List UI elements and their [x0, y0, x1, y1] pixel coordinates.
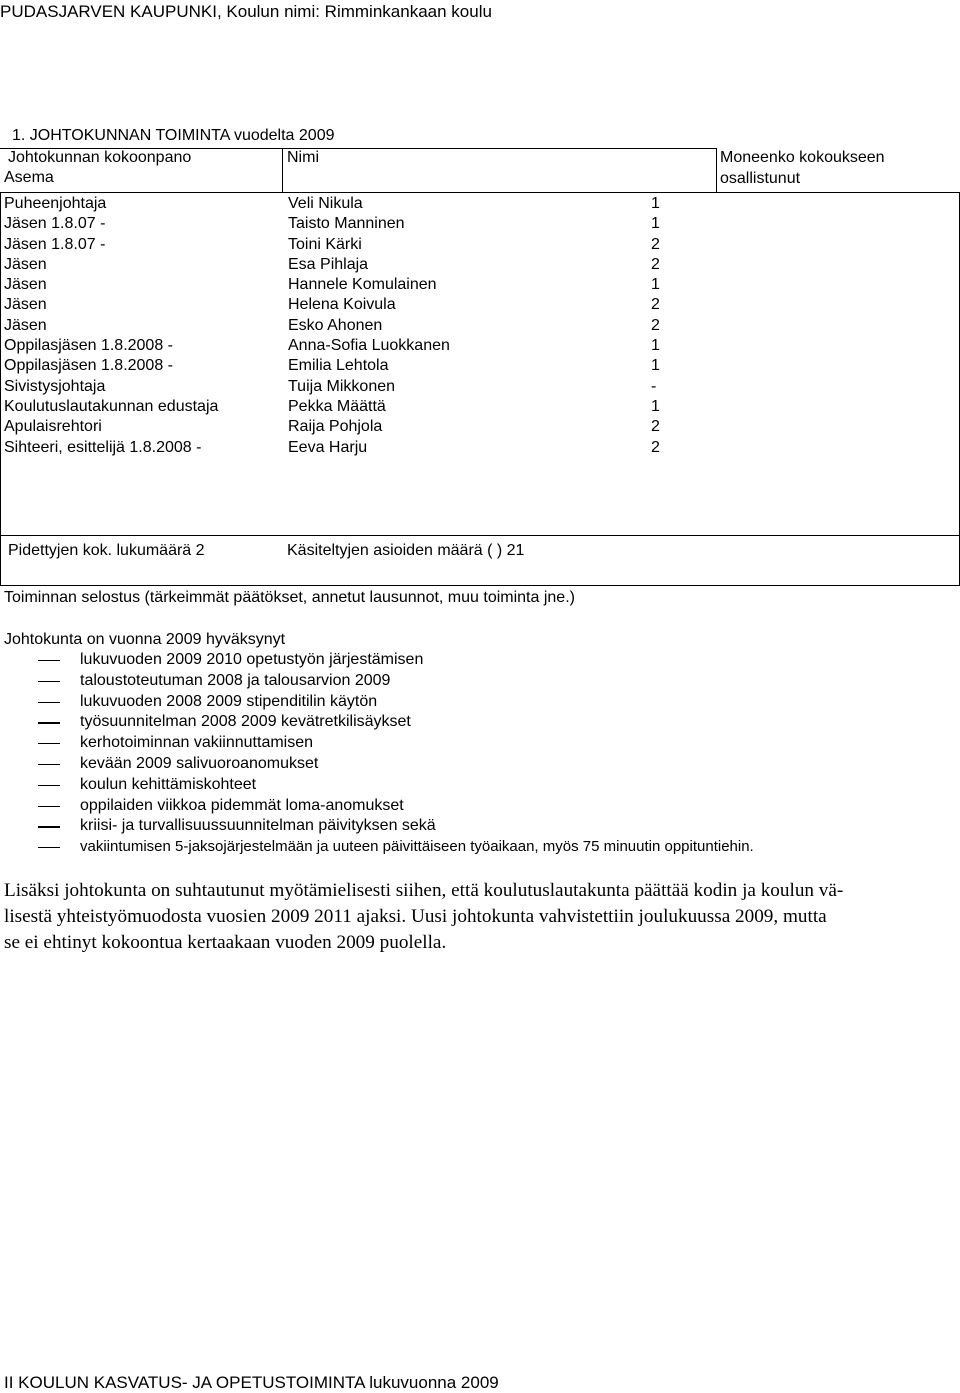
name-cell: Esa Pihlaja: [288, 255, 369, 273]
count-cell: 2: [651, 296, 660, 314]
paragraph-line: Lisäksi johtokunta on suhtautunut myötämielisesti siihen, että koulutuslautakunta päättää kodin ja koulun vä-: [4, 880, 844, 901]
name-cell: Hannele Komulainen: [288, 276, 437, 294]
count-cell: 1: [651, 195, 660, 212]
count-cell: -: [651, 377, 657, 395]
paragraph-line: lisestä yhteistyömuodosta vuosien 2009 2011 ajaksi. Uusi johtokunta vahvistettiin joulukuussa 2009, mutta: [4, 906, 827, 927]
dash-bullet: [38, 806, 60, 807]
activity-title: Toiminnan selostus (tärkeimmät päätökset, annetut lausunnot, muu toiminta jne.): [4, 589, 575, 606]
count-cell: 2: [651, 316, 660, 334]
meetings-count: Pidettyjen kok. lukumäärä 2: [8, 542, 205, 559]
role-cell: Koulutuslautakunnan edustaja: [4, 397, 219, 415]
role-cell: Oppilasjäsen 1.8.2008 -: [4, 357, 173, 375]
table-rule: [0, 148, 716, 149]
items-count: Käsiteltyjen asioiden määrä ( ) 21: [287, 542, 525, 559]
col-header-attendance-2: osallistunut: [720, 170, 801, 187]
table-rule: [0, 192, 960, 193]
dash-bullet: [38, 826, 60, 827]
paragraph-line: se ei ehtinyt kokoontua kertaakaan vuoden 2009 puolella.: [4, 932, 447, 953]
role-cell: Apulaisrehtori: [4, 418, 102, 436]
list-item: vakiintumisen 5-jaksojärjestelmään ja uuteen päivittäiseen työaikaan, myös 75 minuutin oppituntiehin.: [0, 837, 960, 858]
dash-bullet: [38, 722, 60, 723]
table-rule: [716, 148, 717, 193]
approved-intro: Johtokunta on vuonna 2009 hyväksynyt: [4, 631, 286, 648]
dash-bullet: [38, 785, 60, 786]
list-item: lukuvuoden 2009 2010 opetustyön järjestämisen: [0, 650, 960, 671]
dash-bullet: [38, 764, 60, 765]
col-header-composition: Johtokunnan kokoonpano: [8, 149, 192, 166]
dash-bullet: [38, 660, 60, 661]
name-cell: Tuija Mikkonen: [288, 377, 396, 395]
name-cell: Veli Nikula: [288, 195, 363, 212]
roles-column: [4, 194, 218, 458]
list-item: koulun kehittämiskohteet: [0, 775, 960, 796]
name-cell: Taisto Manninen: [288, 215, 405, 233]
table-rule: [282, 148, 283, 193]
approved-list: [0, 650, 960, 858]
role-cell: Jäsen 1.8.07 -: [4, 215, 106, 233]
name-cell: Raija Pohjola: [288, 418, 383, 436]
section-title: 1. JOHTOKUNNAN TOIMINTA vuodelta 2009: [12, 127, 335, 144]
name-cell: Helena Koivula: [288, 296, 396, 314]
role-cell: Jäsen: [4, 296, 47, 314]
list-item: kriisi- ja turvallisuussuunnitelman päivityksen sekä: [0, 816, 960, 837]
role-cell: Jäsen 1.8.07 -: [4, 235, 106, 253]
count-cell: 2: [651, 235, 660, 253]
list-item: oppilaiden viikkoa pidemmät loma-anomukset: [0, 796, 960, 817]
role-cell: Puheenjohtaja: [4, 195, 107, 212]
list-item: lukuvuoden 2008 2009 stipenditilin käytön: [0, 692, 960, 713]
role-cell: Jäsen: [4, 255, 47, 273]
name-cell: Anna-Sofia Luokkanen: [288, 337, 450, 355]
count-cell: 2: [651, 255, 660, 273]
count-cell: 1: [651, 276, 660, 294]
dash-bullet: [38, 681, 60, 682]
dash-bullet: [38, 702, 60, 703]
name-cell: Eeva Harju: [288, 438, 368, 456]
list-item: taloustoteutuman 2008 ja talousarvion 2009: [0, 671, 960, 692]
table-rule: [0, 192, 1, 585]
count-cell: 1: [651, 215, 660, 233]
role-cell: Sihteeri, esittelijä 1.8.2008 -: [4, 438, 202, 456]
dash-bullet: [38, 743, 60, 744]
table-rule: [0, 585, 960, 586]
col-header-position: Asema: [4, 169, 54, 186]
list-item: kerhotoiminnan vakiinnuttamisen: [0, 733, 960, 754]
col-header-name: Nimi: [287, 149, 319, 166]
count-cell: 1: [651, 337, 660, 355]
document-footer: II KOULUN KASVATUS- JA OPETUSTOIMINTA lukuvuonna 2009: [4, 1373, 499, 1392]
counts-column: [651, 194, 660, 458]
count-cell: 2: [651, 438, 660, 456]
name-cell: Esko Ahonen: [288, 316, 383, 334]
name-cell: Toini Kärki: [288, 235, 362, 253]
name-cell: Emilia Lehtola: [288, 357, 389, 375]
count-cell: 2: [651, 418, 660, 436]
dash-bullet: [38, 847, 60, 848]
list-item: työsuunnitelman 2008 2009 kevätretkilisäykset: [0, 712, 960, 733]
role-cell: Jäsen: [4, 316, 47, 334]
list-item: kevään 2009 salivuoroanomukset: [0, 754, 960, 775]
name-cell: Pekka Määttä: [288, 397, 386, 415]
role-cell: Oppilasjäsen 1.8.2008 -: [4, 337, 173, 355]
col-header-attendance: Moneenko kokoukseen: [720, 149, 885, 166]
document-header: PUDASJARVEN KAUPUNKI, Koulun nimi: Rimminkankaan koulu: [0, 2, 492, 21]
names-column: [288, 194, 450, 458]
count-cell: 1: [651, 357, 660, 375]
count-cell: 1: [651, 397, 660, 415]
role-cell: Jäsen: [4, 276, 47, 294]
role-cell: Sivistysjohtaja: [4, 377, 106, 395]
table-rule: [0, 535, 960, 536]
